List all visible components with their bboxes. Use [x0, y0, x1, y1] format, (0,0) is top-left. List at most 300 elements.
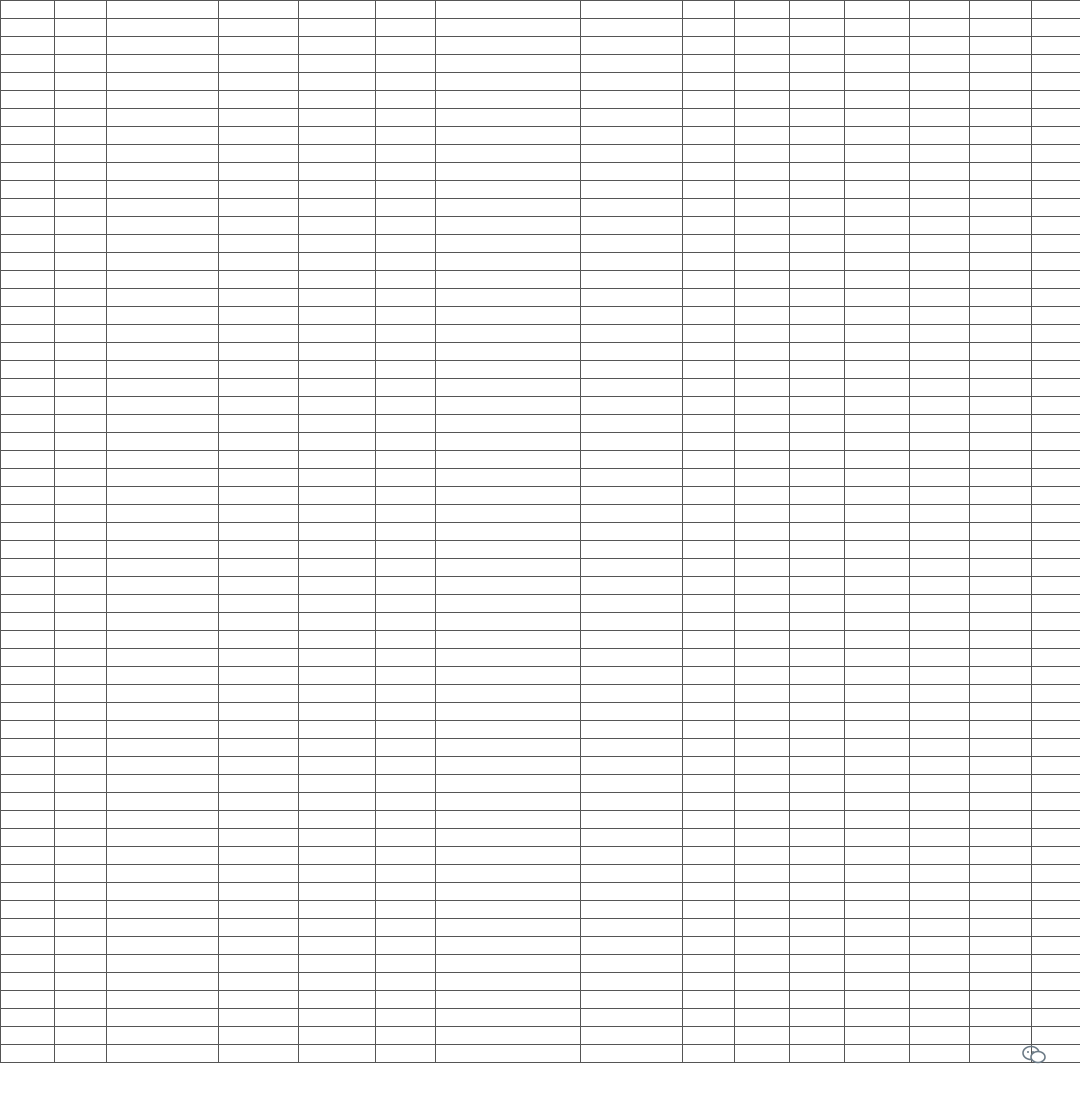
table-cell	[219, 127, 299, 145]
table-cell	[219, 595, 299, 613]
table-cell	[1032, 199, 1080, 217]
table-cell	[1, 883, 55, 901]
table-cell	[219, 505, 299, 523]
table-cell	[683, 559, 735, 577]
table-cell	[790, 847, 845, 865]
table-cell	[790, 469, 845, 487]
table-cell	[55, 577, 107, 595]
table-cell	[436, 379, 581, 397]
table-cell	[683, 973, 735, 991]
table-cell	[299, 523, 376, 541]
table-cell	[581, 397, 683, 415]
table-cell	[790, 973, 845, 991]
table-cell	[436, 91, 581, 109]
table-row	[1, 847, 1080, 865]
table-cell	[683, 271, 735, 289]
table-cell	[219, 289, 299, 307]
table-cell	[55, 325, 107, 343]
table-cell	[376, 1009, 436, 1027]
table-cell	[790, 199, 845, 217]
table-cell	[970, 649, 1032, 667]
table-cell	[910, 1009, 970, 1027]
table-cell	[910, 325, 970, 343]
table-cell	[845, 37, 910, 55]
table-cell	[683, 253, 735, 271]
table-cell	[683, 865, 735, 883]
table-cell	[55, 1027, 107, 1045]
table-cell	[845, 757, 910, 775]
table-cell	[735, 307, 790, 325]
table-cell	[376, 433, 436, 451]
table-cell	[683, 415, 735, 433]
table-cell	[219, 613, 299, 631]
table-cell	[219, 199, 299, 217]
table-cell	[970, 739, 1032, 757]
table-cell	[219, 163, 299, 181]
table-cell	[55, 199, 107, 217]
table-cell	[735, 181, 790, 199]
table-cell	[910, 91, 970, 109]
table-cell	[1032, 55, 1080, 73]
table-cell	[970, 865, 1032, 883]
table-cell	[845, 937, 910, 955]
table-cell	[107, 235, 219, 253]
table-cell	[107, 973, 219, 991]
table-cell	[683, 307, 735, 325]
table-cell	[299, 109, 376, 127]
table-cell	[910, 685, 970, 703]
table-cell	[845, 523, 910, 541]
table-cell	[910, 703, 970, 721]
table-cell	[845, 217, 910, 235]
table-cell	[107, 613, 219, 631]
table-cell	[55, 91, 107, 109]
table-cell	[970, 847, 1032, 865]
table-cell	[1032, 109, 1080, 127]
table-cell	[219, 55, 299, 73]
table-cell	[107, 1, 219, 19]
table-cell	[910, 127, 970, 145]
table-cell	[1032, 685, 1080, 703]
table-cell	[107, 325, 219, 343]
table-cell	[1032, 127, 1080, 145]
table-cell	[910, 613, 970, 631]
table-cell	[910, 379, 970, 397]
table-cell	[299, 559, 376, 577]
table-cell	[55, 865, 107, 883]
table-cell	[735, 613, 790, 631]
table-row	[1, 1009, 1080, 1027]
table-row	[1, 901, 1080, 919]
table-cell	[1, 523, 55, 541]
table-cell	[299, 505, 376, 523]
table-cell	[219, 631, 299, 649]
table-cell	[790, 361, 845, 379]
table-cell	[107, 433, 219, 451]
table-cell	[436, 253, 581, 271]
table-cell	[790, 541, 845, 559]
table-cell	[910, 1045, 970, 1063]
table-cell	[683, 109, 735, 127]
table-cell	[299, 1045, 376, 1063]
table-cell	[107, 937, 219, 955]
table-cell	[735, 19, 790, 37]
table-cell	[107, 667, 219, 685]
table-cell	[735, 343, 790, 361]
table-cell	[436, 541, 581, 559]
table-cell	[436, 757, 581, 775]
table-cell	[1, 145, 55, 163]
table-cell	[1, 1027, 55, 1045]
table-cell	[299, 451, 376, 469]
table-cell	[970, 613, 1032, 631]
table-cell	[55, 793, 107, 811]
table-cell	[845, 901, 910, 919]
table-cell	[219, 919, 299, 937]
table-cell	[970, 433, 1032, 451]
table-cell	[910, 649, 970, 667]
table-cell	[219, 469, 299, 487]
table-cell	[735, 577, 790, 595]
table-cell	[970, 73, 1032, 91]
table-cell	[790, 415, 845, 433]
table-cell	[683, 685, 735, 703]
table-cell	[107, 775, 219, 793]
table-cell	[845, 181, 910, 199]
table-cell	[910, 181, 970, 199]
table-cell	[845, 415, 910, 433]
table-row	[1, 955, 1080, 973]
table-cell	[970, 289, 1032, 307]
table-cell	[1032, 829, 1080, 847]
table-cell	[970, 883, 1032, 901]
table-cell	[910, 1, 970, 19]
table-cell	[436, 343, 581, 361]
table-cell	[299, 127, 376, 145]
table-cell	[107, 901, 219, 919]
table-cell	[970, 523, 1032, 541]
table-cell	[436, 559, 581, 577]
table-cell	[845, 397, 910, 415]
table-cell	[219, 703, 299, 721]
table-row	[1, 1, 1080, 19]
table-row	[1, 991, 1080, 1009]
table-cell	[107, 145, 219, 163]
table-row	[1, 199, 1080, 217]
table-cell	[790, 631, 845, 649]
table-cell	[299, 865, 376, 883]
table-cell	[683, 1045, 735, 1063]
table-cell	[735, 271, 790, 289]
table-cell	[581, 847, 683, 865]
table-cell	[55, 541, 107, 559]
table-cell	[107, 199, 219, 217]
table-cell	[1032, 991, 1080, 1009]
table-cell	[1032, 361, 1080, 379]
table-cell	[1032, 397, 1080, 415]
table-cell	[790, 1, 845, 19]
table-cell	[735, 253, 790, 271]
table-cell	[970, 793, 1032, 811]
table-cell	[219, 847, 299, 865]
table-cell	[683, 433, 735, 451]
table-cell	[299, 829, 376, 847]
table-cell	[436, 667, 581, 685]
table-cell	[910, 253, 970, 271]
table-cell	[219, 73, 299, 91]
table-cell	[970, 181, 1032, 199]
table-cell	[735, 73, 790, 91]
table-cell	[219, 667, 299, 685]
table-cell	[683, 955, 735, 973]
table-cell	[735, 199, 790, 217]
table-cell	[683, 991, 735, 1009]
table-cell	[376, 181, 436, 199]
table-cell	[970, 37, 1032, 55]
table-cell	[970, 1, 1032, 19]
table-cell	[299, 1, 376, 19]
table-cell	[581, 505, 683, 523]
table-cell	[299, 397, 376, 415]
table-row	[1, 775, 1080, 793]
table-cell	[299, 73, 376, 91]
table-cell	[1032, 631, 1080, 649]
table-cell	[1032, 1, 1080, 19]
table-cell	[299, 847, 376, 865]
table-cell	[845, 451, 910, 469]
table-cell	[735, 379, 790, 397]
table-cell	[1032, 667, 1080, 685]
table-cell	[107, 289, 219, 307]
table-cell	[735, 883, 790, 901]
table-cell	[55, 55, 107, 73]
table-cell	[436, 307, 581, 325]
table-cell	[790, 1045, 845, 1063]
table-cell	[1032, 271, 1080, 289]
table-row	[1, 163, 1080, 181]
table-cell	[219, 271, 299, 289]
table-cell	[376, 415, 436, 433]
table-cell	[845, 1045, 910, 1063]
table-cell	[55, 811, 107, 829]
table-cell	[55, 361, 107, 379]
table-cell	[299, 415, 376, 433]
table-cell	[845, 703, 910, 721]
table-cell	[1032, 739, 1080, 757]
table-row	[1, 127, 1080, 145]
table-cell	[910, 883, 970, 901]
table-cell	[376, 289, 436, 307]
table-cell	[1, 937, 55, 955]
table-cell	[1032, 289, 1080, 307]
table-cell	[107, 721, 219, 739]
table-cell	[55, 343, 107, 361]
table-cell	[55, 217, 107, 235]
table-cell	[910, 271, 970, 289]
table-row	[1, 631, 1080, 649]
table-cell	[436, 901, 581, 919]
table-cell	[376, 901, 436, 919]
table-cell	[845, 361, 910, 379]
table-cell	[790, 37, 845, 55]
table-cell	[299, 793, 376, 811]
table-cell	[299, 649, 376, 667]
table-row	[1, 793, 1080, 811]
table-cell	[1, 415, 55, 433]
table-cell	[55, 163, 107, 181]
table-cell	[910, 847, 970, 865]
table-cell	[107, 91, 219, 109]
table-cell	[970, 667, 1032, 685]
table-cell	[107, 523, 219, 541]
table-cell	[581, 379, 683, 397]
table-cell	[735, 811, 790, 829]
table-cell	[376, 505, 436, 523]
table-cell	[845, 847, 910, 865]
table-cell	[683, 1, 735, 19]
table-cell	[55, 613, 107, 631]
table-cell	[683, 649, 735, 667]
table-cell	[581, 865, 683, 883]
table-cell	[790, 703, 845, 721]
table-cell	[910, 397, 970, 415]
table-cell	[581, 163, 683, 181]
table-cell	[910, 667, 970, 685]
table-row	[1, 415, 1080, 433]
table-cell	[1, 19, 55, 37]
table-cell	[970, 253, 1032, 271]
table-row	[1, 577, 1080, 595]
table-cell	[376, 37, 436, 55]
table-cell	[845, 91, 910, 109]
table-cell	[581, 811, 683, 829]
table-cell	[299, 37, 376, 55]
table-cell	[735, 685, 790, 703]
table-cell	[219, 523, 299, 541]
table-cell	[845, 253, 910, 271]
table-cell	[376, 559, 436, 577]
table-cell	[845, 127, 910, 145]
table-cell	[735, 631, 790, 649]
table-cell	[376, 163, 436, 181]
table-cell	[376, 253, 436, 271]
table-cell	[1, 1, 55, 19]
table-cell	[1032, 181, 1080, 199]
table-cell	[910, 145, 970, 163]
table-cell	[55, 19, 107, 37]
table-cell	[436, 523, 581, 541]
table-cell	[910, 55, 970, 73]
table-cell	[845, 775, 910, 793]
table-cell	[683, 847, 735, 865]
table-cell	[219, 109, 299, 127]
table-cell	[581, 37, 683, 55]
table-cell	[1, 631, 55, 649]
table-cell	[436, 397, 581, 415]
table-cell	[683, 1027, 735, 1045]
table-cell	[735, 865, 790, 883]
table-cell	[107, 757, 219, 775]
table-cell	[970, 415, 1032, 433]
table-cell	[845, 595, 910, 613]
table-cell	[735, 469, 790, 487]
table-cell	[219, 37, 299, 55]
table-cell	[790, 811, 845, 829]
table-cell	[683, 901, 735, 919]
table-cell	[845, 109, 910, 127]
table-cell	[107, 559, 219, 577]
table-cell	[219, 1, 299, 19]
table-cell	[55, 253, 107, 271]
chat-bubbles-icon	[1022, 1045, 1046, 1065]
table-cell	[219, 559, 299, 577]
table-cell	[970, 505, 1032, 523]
table-cell	[219, 217, 299, 235]
table-cell	[1032, 415, 1080, 433]
table-cell	[55, 235, 107, 253]
table-row	[1, 613, 1080, 631]
table-cell	[970, 811, 1032, 829]
table-cell	[735, 649, 790, 667]
table-cell	[376, 613, 436, 631]
table-cell	[299, 55, 376, 73]
table-cell	[735, 955, 790, 973]
table-cell	[107, 487, 219, 505]
table-cell	[581, 541, 683, 559]
table-cell	[107, 271, 219, 289]
table-cell	[107, 505, 219, 523]
table-cell	[299, 739, 376, 757]
table-cell	[376, 829, 436, 847]
table-cell	[910, 577, 970, 595]
table-cell	[376, 73, 436, 91]
table-cell	[219, 487, 299, 505]
table-cell	[910, 451, 970, 469]
table-cell	[1, 127, 55, 145]
table-cell	[299, 955, 376, 973]
table-cell	[436, 703, 581, 721]
table-cell	[107, 577, 219, 595]
table-cell	[436, 955, 581, 973]
table-cell	[970, 937, 1032, 955]
table-cell	[107, 127, 219, 145]
table-cell	[581, 253, 683, 271]
table-cell	[1, 163, 55, 181]
table-cell	[1, 487, 55, 505]
table-cell	[1, 901, 55, 919]
table-cell	[55, 847, 107, 865]
table-cell	[845, 379, 910, 397]
table-cell	[376, 127, 436, 145]
table-cell	[107, 163, 219, 181]
table-row	[1, 685, 1080, 703]
table-cell	[790, 595, 845, 613]
table-cell	[910, 433, 970, 451]
table-cell	[299, 343, 376, 361]
table-cell	[1032, 343, 1080, 361]
table-cell	[683, 523, 735, 541]
table-row	[1, 271, 1080, 289]
table-cell	[299, 433, 376, 451]
table-cell	[683, 19, 735, 37]
table-cell	[299, 1027, 376, 1045]
table-cell	[910, 19, 970, 37]
table-cell	[735, 541, 790, 559]
table-cell	[581, 793, 683, 811]
table-cell	[1, 469, 55, 487]
table-cell	[735, 397, 790, 415]
table-cell	[1, 199, 55, 217]
